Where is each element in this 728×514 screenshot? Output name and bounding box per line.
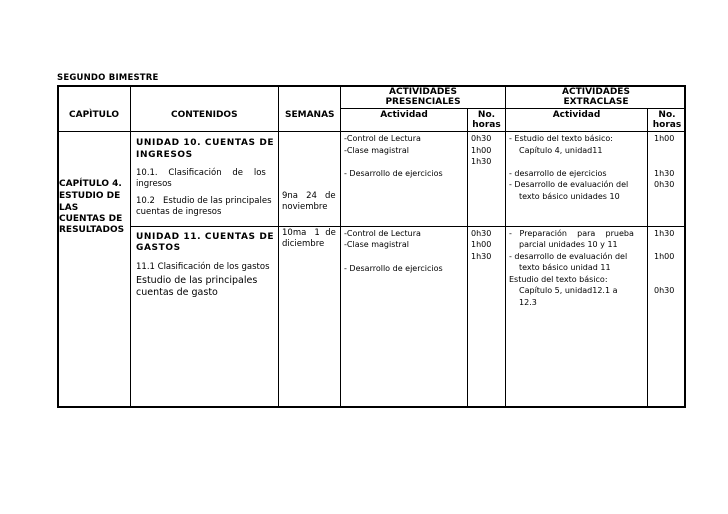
col-divider <box>130 85 131 408</box>
chapter-line: CAPÍTULO 4. <box>59 179 122 189</box>
activity-hours: 1h00 <box>471 146 492 155</box>
col-divider <box>340 85 341 408</box>
item-11-1: 11.1 Clasificación de los gastos <box>136 262 270 272</box>
header-horas-extraclase: horas <box>652 120 682 130</box>
item-10-2: 10.2 Estudio de las principales <box>136 196 272 206</box>
header-capitulo: CAPÌTULO <box>69 110 120 120</box>
extraclass-item: - desarrollo de evaluación del <box>509 252 628 261</box>
week-9-cont: noviembre <box>282 202 328 212</box>
week-10-cont: diciembre <box>282 239 325 249</box>
header-presenciales-1: ACTIVIDADES <box>389 87 457 97</box>
extraclass-hours: 1h30 <box>654 169 675 178</box>
extraclass-hours: 0h30 <box>654 286 675 295</box>
extraclass-item: parcial unidades 10 y 11 <box>519 240 618 249</box>
activity-item: - Desarrollo de ejercicios <box>344 264 443 273</box>
header-actividad: Actividad <box>380 110 428 120</box>
extraclass-item: - desarrollo de ejercicios <box>509 169 607 178</box>
extraclass-item: - Estudio del texto básico: <box>509 134 613 143</box>
extraclass-item: texto básico unidad 11 <box>519 263 611 272</box>
extraclass-hours: 0h30 <box>654 180 675 189</box>
activity-item: -Control de Lectura <box>344 229 421 238</box>
header-semanas: SEMANAS <box>285 110 335 120</box>
extraclass-hours: 1h00 <box>654 134 675 143</box>
col-divider <box>467 108 468 408</box>
row-divider <box>340 108 686 109</box>
extraclass-item: texto básico unidades 10 <box>519 192 620 201</box>
col-divider <box>505 85 506 408</box>
extraclass-item: - Preparación para prueba <box>509 229 634 238</box>
extraclass-item: Estudio del texto básico: <box>509 275 608 284</box>
chapter-line: RESULTADOS <box>59 225 125 235</box>
header-presenciales-2: PRESENCIALES <box>385 97 461 107</box>
activity-hours: 0h30 <box>471 229 492 238</box>
chapter-line: CUENTAS DE <box>59 214 123 224</box>
activity-hours: 0h30 <box>471 134 492 143</box>
item-11-2-cont: cuentas de gasto <box>136 287 218 298</box>
extraclass-item: 12.3 <box>519 298 537 307</box>
header-actividad-extraclase: Actividad <box>552 110 601 120</box>
row-divider <box>130 226 686 227</box>
week-10: 10ma 1 de <box>282 228 336 238</box>
activity-item: -Clase magistral <box>344 146 409 155</box>
section-title: SEGUNDO BIMESTRE <box>57 73 159 83</box>
activity-item: - Desarrollo de ejercicios <box>344 169 443 178</box>
activity-hours: 1h30 <box>471 157 492 166</box>
item-10-1-cont: ingresos <box>136 179 172 189</box>
item-10-2-cont: cuentas de ingresos <box>136 207 222 217</box>
unit-11-title-cont: GASTOS <box>136 243 181 253</box>
header-extraclase-1: ACTIVIDADES <box>562 87 630 97</box>
extraclass-item: - Desarrollo de evaluación del <box>509 180 629 189</box>
week-9: 9na 24 de <box>282 191 336 201</box>
header-no: No. <box>477 110 496 120</box>
header-horas: horas <box>472 120 501 130</box>
header-contenidos: CONTENIDOS <box>171 110 238 120</box>
header-extraclase-2: EXTRACLASE <box>563 97 629 107</box>
row-divider <box>57 131 686 132</box>
item-11-2: Estudio de las principales <box>136 275 258 286</box>
unit-10-title: UNIDAD 10. CUENTAS DE <box>136 138 275 148</box>
activity-hours: 1h30 <box>471 252 492 261</box>
item-10-1: 10.1. Clasificación de los <box>136 168 266 178</box>
extraclass-item: Capítulo 5, unidad12.1 a <box>519 286 618 295</box>
extraclass-item: Capítulo 4, unidad11 <box>519 146 603 155</box>
unit-10-title-cont: INGRESOS <box>136 150 193 160</box>
activity-item: -Control de Lectura <box>344 134 421 143</box>
chapter-line: LAS <box>59 203 79 213</box>
col-divider <box>278 85 279 408</box>
header-no-extraclase: No. <box>658 110 676 120</box>
chapter-line: ESTUDIO DE <box>59 191 121 201</box>
unit-11-title: UNIDAD 11. CUENTAS DE <box>136 232 275 242</box>
extraclass-hours: 1h30 <box>654 229 675 238</box>
col-divider <box>647 108 648 408</box>
activity-hours: 1h00 <box>471 240 492 249</box>
activity-item: -Clase magistral <box>344 240 409 249</box>
extraclass-hours: 1h00 <box>654 252 675 261</box>
